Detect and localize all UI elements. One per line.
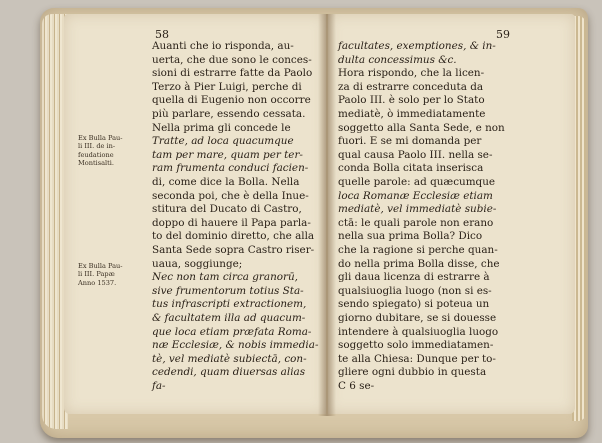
text-line: Santa Sede sopra Castro riser- [152,244,315,256]
text-line: più parlare, essendo cessata. [152,108,306,120]
margin-note-line: li III. de in- [78,142,116,151]
text-line: sioni di estrarre fatte da Paolo [152,67,313,80]
text-line: fuori. E se mi domanda per [338,135,482,148]
margin-note [78,262,123,287]
margin-note-line: Anno 1537. [78,278,117,287]
text-line: do nella prima Bolla disse, che [338,257,500,270]
text-line: quelle parole: ad quæcumque [338,176,496,188]
text-line: que loca etiam præfata Roma- [152,325,312,338]
text-line: giorno dubitare, se si douesse [338,312,497,324]
text-line: uerta, che due sono le conces- [152,53,312,66]
text-line: conda Bolla citata inserisca [338,162,484,175]
text-line: Paolo III. è solo per lo Stato [338,94,485,107]
text-line: mediatè, ò immediatamente [338,108,486,120]
text-line: Nec non tam circa granorū, [152,271,298,284]
text-line: C 6 se- [338,380,375,392]
margin-note-line: feudatione [78,150,114,159]
text-line: næ Ecclesiæ, & nobis immedia- [152,339,319,352]
text-line: stitura del Ducato di Castro, [152,203,302,216]
left-page [64,14,326,414]
text-line: mediatè, vel immediatè subie- [338,203,497,216]
text-line: di, come dice la Bolla. Nella [152,176,300,188]
text-line: fa- [152,380,166,392]
text-line: gliere ogni dubbio in questa [338,366,487,379]
text-line: gli daua licenza di estrarre à [338,271,490,284]
text-line: ram frumenta conduci facien- [152,162,309,175]
text-line: facultates, exemptiones, & in- [338,40,496,52]
text-line: seconda poi, che è della Inue- [152,189,309,202]
book-gutter [318,14,336,416]
margin-note-line: Ex Bulla Pau- [78,134,123,142]
text-line: Hora rispondo, che la licen- [338,67,485,80]
text-line: qualsiuoglia luogo (non si es- [338,284,492,297]
text-line: tam per mare, quam per ter- [152,148,303,161]
text-line: & facultatem illa ad quacum- [152,312,306,324]
text-line: Auanti che io risponda, au- [152,40,294,52]
text-line: dulta concessimus &c. [338,53,457,66]
text-line: che la ragione si perche quan- [338,244,498,256]
text-line: intendere à qualsiuoglia luogo [338,325,499,338]
text-line: doppo di hauere il Papa parla- [152,216,311,229]
right-page [328,14,575,414]
text-line: ctā: le quali parole non erano [338,216,494,229]
text-line: Terzo à Pier Luigi, perche di [152,80,302,93]
page-number-left: 58 [155,28,169,41]
text-line: te alla Chiesa: Dunque per to- [338,352,496,365]
text-line: sendo spiegato) si poteua un [338,298,490,311]
text-line: za di estrarre conceduta da [338,80,484,93]
page-number-right: 59 [496,28,510,41]
text-line: Tratte, ad loca quacumque [152,135,294,148]
text-line: soggetto alla Santa Sede, e non [338,121,505,134]
margin-note-line: li III. Papæ [78,270,115,279]
text-line: uaua, soggiunge; [152,257,243,270]
margin-note-line: Ex Bulla Pau- [78,262,123,270]
text-line: nella sua prima Bolla? Dico [338,230,483,243]
text-line: tus infrascripti extractionem, [152,298,307,311]
text-line: loca Romanæ Ecclesiæ etiam [338,189,493,202]
text-line: soggetto solo immediatamen- [338,339,494,352]
text-line: Nella prima gli concede le [152,121,291,134]
text-line: quella di Eugenio non occorre [152,94,311,107]
text-line: sive frumentorum totius Sta- [152,284,304,297]
text-line: cedendi, quam diuersas alias [152,366,306,379]
margin-note-line: Montisalti. [78,159,115,168]
margin-note [78,134,123,168]
text-line: qual causa Paolo III. nella se- [338,148,493,161]
text-line: to del dominio diretto, che alla [152,230,315,243]
text-line: tè, vel mediatè subiectā, con- [152,352,307,365]
